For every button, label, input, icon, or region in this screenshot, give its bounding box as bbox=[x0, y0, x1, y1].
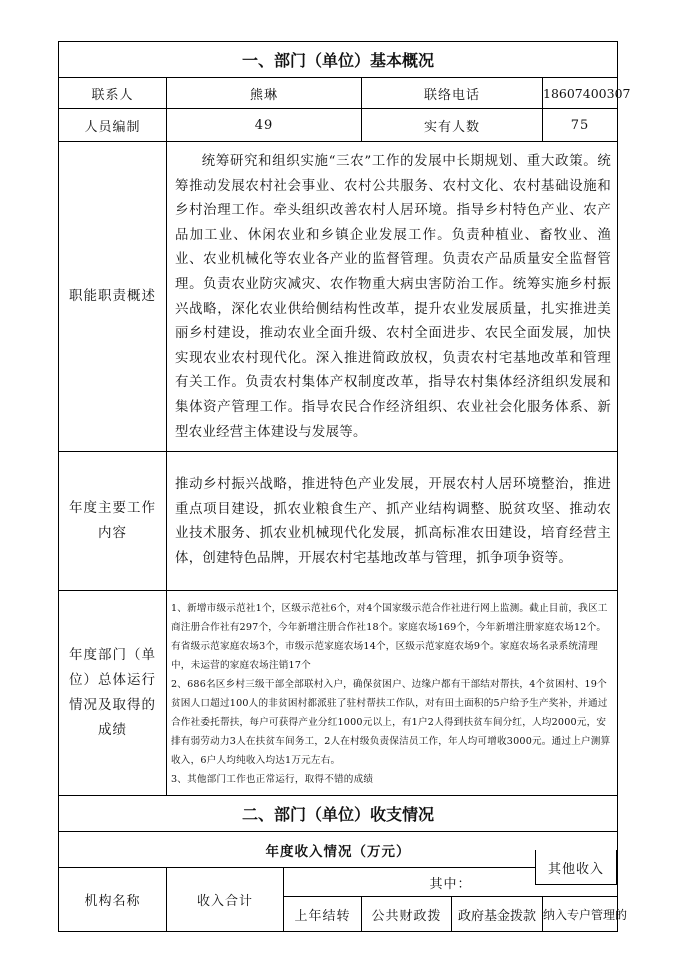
duty-description: 统筹研究和组织实施“三农”工作的发展中长期规划、重大政策。统筹推动发展农村社会事业、农村公共服务、农村文化、农村基础设施和乡村治理工作。牵头组织改善农村人居环境。指导乡村特色产业、农产品加工业、休闲农业和乡镇企业发展工作。负责种植业、畜牧业、渔业、农业机械化等农业各产业的监督管理。负责农产品质量安全监督管理。负责农业防灾减灾、农作物重大病虫害防治工作。统筹实施乡村振兴战略，深化农业供给侧结构性改革，提升农业发展质量，扎实推进美丽乡村建设，推动农业全面升级、农村全面进步、农民全面发展，加快实现农业农村现代化。深入推进简政放权，负责农村宅基地改革和管理有关工作。负责农村集体产权制度改革，指导农村集体经济组织发展和集体资产管理工作。指导农民合作经济组织、农业社会化服务体系、新型农业经营主体建设与发展等。 bbox=[167, 142, 618, 452]
actual-staff-value: 75 bbox=[543, 109, 618, 142]
achievement-item: 3、其他部门工作也正常运行，取得不错的成绩 bbox=[171, 774, 374, 786]
column-public-finance: 公共财政拨 bbox=[362, 897, 452, 932]
phone-label: 联络电话 bbox=[362, 78, 543, 109]
column-prior-year-carryover: 上年结转 bbox=[284, 897, 362, 932]
contact-label: 联系人 bbox=[59, 78, 167, 109]
duty-label: 职能职责概述 bbox=[59, 142, 167, 452]
section-title-income-expenditure: 二、部门（单位）收支情况 bbox=[59, 796, 618, 832]
column-special-account: 纳入专户管理的 bbox=[543, 897, 618, 932]
column-other-income: 其他收入 bbox=[535, 850, 617, 885]
annual-work-label: 年度主要工作内容 bbox=[59, 452, 167, 591]
column-government-fund: 政府基金拨款 bbox=[452, 897, 543, 932]
staffing-value: 49 bbox=[167, 109, 362, 142]
achievement-item: 1、新增市级示范社1个，区级示范社6个，对4个国家级示范合作社进行网上监测。截止目前，我区工商注册合作社有297个，今年新增注册合作社18个。家庭农场169个，今年新增注册家庭农场12个。有省级示范家庭农场3个，市级示范家庭农场14个，区级示范家庭农场9个。家庭农场名录系统清理中，未运营的家庭农场注销17个 bbox=[171, 603, 608, 672]
annual-work-description: 推动乡村振兴战略，推进特色产业发展，开展农村人居环境整治，推进重点项目建设，抓农业粮食生产、抓产业结构调整、脱贫攻坚、推动农业技术服务、抓农业机械现代化发展，抓高标准农田建设，培育经营主体，创建特色品牌，开展农村宅基地改革与管理，抓争项争资等。 bbox=[167, 452, 618, 591]
actual-staff-label: 实有人数 bbox=[362, 109, 543, 142]
column-of-which: 其中： bbox=[284, 868, 618, 897]
section-title-basic-overview: 一、部门（单位）基本概况 bbox=[59, 42, 618, 78]
phone-value: 18607400307 bbox=[543, 78, 618, 109]
column-org-name: 机构名称 bbox=[59, 868, 167, 932]
achievement-description bbox=[167, 591, 618, 796]
budget-document-page bbox=[58, 41, 631, 932]
income-table-title: 年度收入情况（万元） bbox=[59, 832, 618, 868]
achievement-label: 年度部门（单位）总体运行情况及取得的成绩 bbox=[59, 591, 167, 796]
staffing-label: 人员编制 bbox=[59, 109, 167, 142]
contact-value: 熊琳 bbox=[167, 78, 362, 109]
achievement-item: 2、686名区乡村三级干部全部联村入户，确保贫困户、边缘户都有干部结对帮扶，4个贫困村、19个贫困人口超过100人的非贫困村都派驻了驻村帮扶工作队，对有田土面积的5户给予生产奖补，并通过合作社委托帮扶，每户可获得产业分红1000元以上，有1户2人得到扶贫车间分红，人均2000元，安排有弱劳动力3人在扶贫车间务工，2人在村级负责保洁员工作，年人均可增收3000元。通过上户测算收入，6户人均纯收入均达1万元左右。 bbox=[171, 679, 611, 767]
column-income-total: 收入合计 bbox=[167, 868, 284, 932]
summary-table bbox=[58, 41, 631, 932]
